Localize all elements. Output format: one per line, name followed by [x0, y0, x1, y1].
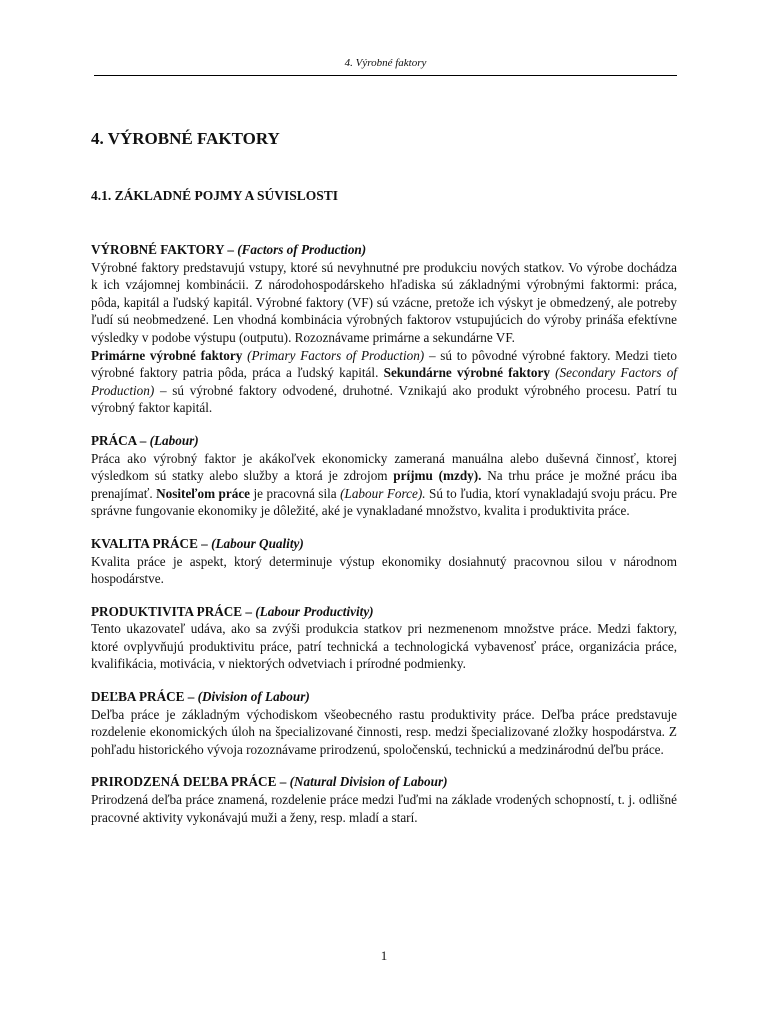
italic-phrase: (Secondary Factors of Production) — [91, 365, 677, 398]
term: VÝROBNÉ FAKTORY — [91, 242, 225, 257]
italic-phrase: (Primary Factors of Production) — [242, 347, 425, 363]
definition-text: Tento ukazovateľ udáva, ako sa zvýši produkcia statkov pri nezmenenom množstve práce. Medzi faktory, ktoré ovplyvňujú produktivitu práce, patrí technická a technologická vybavenosť práce, organizácia práce, kvalifikácia, motivácia, v niektorých odvetviach i prírodné podmienky. — [91, 621, 677, 672]
chapter-title: 4. VÝROBNÉ FAKTORY — [91, 129, 280, 148]
term-dash: – — [184, 689, 198, 705]
definition-produktivita-prace — [91, 603, 677, 673]
text-run: – sú to pôvodné výrobné faktory. Medzi tieto výrobné faktory patria pôda, práca a ľudský kapitál. — [91, 347, 677, 381]
header-rule — [94, 75, 677, 76]
term: PRODUKTIVITA PRÁCE — [91, 603, 243, 619]
term-heading — [91, 603, 677, 621]
definition-text-2 — [91, 347, 677, 417]
bold-phrase: Primárne výrobné faktory — [91, 347, 243, 363]
content — [91, 241, 677, 841]
term-english: (Labour Productivity) — [255, 603, 374, 619]
definition-text: Prirodzená deľba práce znamená, rozdelenie práce medzi ľuďmi na základe vrodených schopností, t. j. odlišné pracovné aktivity vykonávajú muži a ženy, resp. mladí a starí. — [91, 792, 677, 825]
page-number: 1 — [380, 948, 388, 963]
term-english: (Division of Labour) — [197, 689, 310, 705]
term: PRIRODZENÁ DEĽBA PRÁCE — [91, 774, 277, 790]
term-dash: – — [242, 603, 256, 619]
definition-text: Deľba práce je základným východiskom všeobecného rastu produktivity práce. Deľba práce predstavuje rozdelenie ekonomických úloh na špecializované činnosti, resp. medzi špecializované zložky hospodárstva. Z pohľadu historického vývoja rozoznávame prirodzenú, spoločenskú, technickú a medzinárodnú deľbu práce. — [91, 706, 677, 757]
term-dash: – — [136, 432, 150, 448]
definition-delba-prace — [91, 688, 677, 758]
term: PRÁCA — [91, 432, 137, 448]
term-heading — [91, 688, 677, 706]
term-english: (Factors of Production) — [237, 242, 367, 257]
term: DEĽBA PRÁCE — [91, 689, 185, 705]
text-run: Práca ako výrobný faktor je akákoľvek ekonomicky zameraná manuálna alebo duševná činnosť, ktorej výsledkom sú statky alebo služby a ktorá je zdrojom — [91, 450, 677, 484]
term-heading — [91, 535, 677, 553]
section-title: 4.1. ZÁKLADNÉ POJMY A SÚVISLOSTI — [91, 188, 339, 203]
bold-phrase: Sekundárne výrobné faktory — [383, 365, 550, 381]
text-run: – sú výrobné faktory odvodené, druhotné. Vznikajú ako produkt výrobného procesu. Patrí tu výrobný faktor kapitál. — [91, 382, 677, 416]
term-dash: – — [224, 242, 238, 257]
term-english: (Labour Quality) — [211, 535, 304, 551]
definition-kvalita-prace — [91, 535, 677, 588]
definition-text: Výrobné faktory predstavujú vstupy, ktoré sú nevyhnutné pre produkciu nových statkov. Vo výrobe dochádza k ich vzájomnej kombinácii. Z národohospodárskeho hľadiska sú základnými výrobnými faktormi: práca, pôda, kapitál a ľudský kapitál. Výrobné faktory (VF) sú vzácne, pretože ich výskyt je obmedzený, ale potreby ľudí sú neobmedzené. Len vhodná kombinácia výrobných faktorov vstupujúcich do výroby prináša efektívne výsledky v podobe výstupu (outputu). Rozoznávame primárne a sekundárne VF. — [91, 259, 677, 345]
definition-text — [91, 450, 677, 520]
term-heading — [91, 773, 677, 791]
running-header: 4. Výrobné faktory — [344, 57, 427, 69]
term-english: (Labour) — [149, 432, 199, 448]
term-heading — [91, 432, 677, 450]
definition-prirodzena-delba-prace — [91, 773, 677, 826]
term: KVALITA PRÁCE — [91, 535, 198, 551]
bold-phrase: Nositeľom práce — [156, 485, 251, 501]
text-run: Na trhu práce je možné prácu iba prenajímať. — [91, 468, 677, 501]
bold-phrase: príjmu (mzdy). — [393, 468, 482, 484]
definition-text: Kvalita práce je aspekt, ktorý determinuje výstup ekonomiky dosiahnutý pracovnou silou v národnom hospodárstve. — [91, 553, 677, 587]
definition-vyrobne-faktory — [91, 241, 677, 417]
term-english: (Natural Division of Labour) — [289, 774, 448, 790]
italic-phrase: (Labour Force). — [340, 485, 426, 501]
term-dash: – — [276, 774, 290, 790]
term-heading — [91, 241, 677, 259]
term-dash: – — [197, 535, 212, 551]
text-run: Sú to ľudia, ktorí vynakladajú svoju prácu. Pre správne fungovanie ekonomiky je dôležité, aké je vynakladané množstvo, kvalita i produktivita práce. — [91, 485, 677, 519]
text-run: je pracovná sila — [250, 485, 341, 501]
definition-praca — [91, 432, 677, 520]
